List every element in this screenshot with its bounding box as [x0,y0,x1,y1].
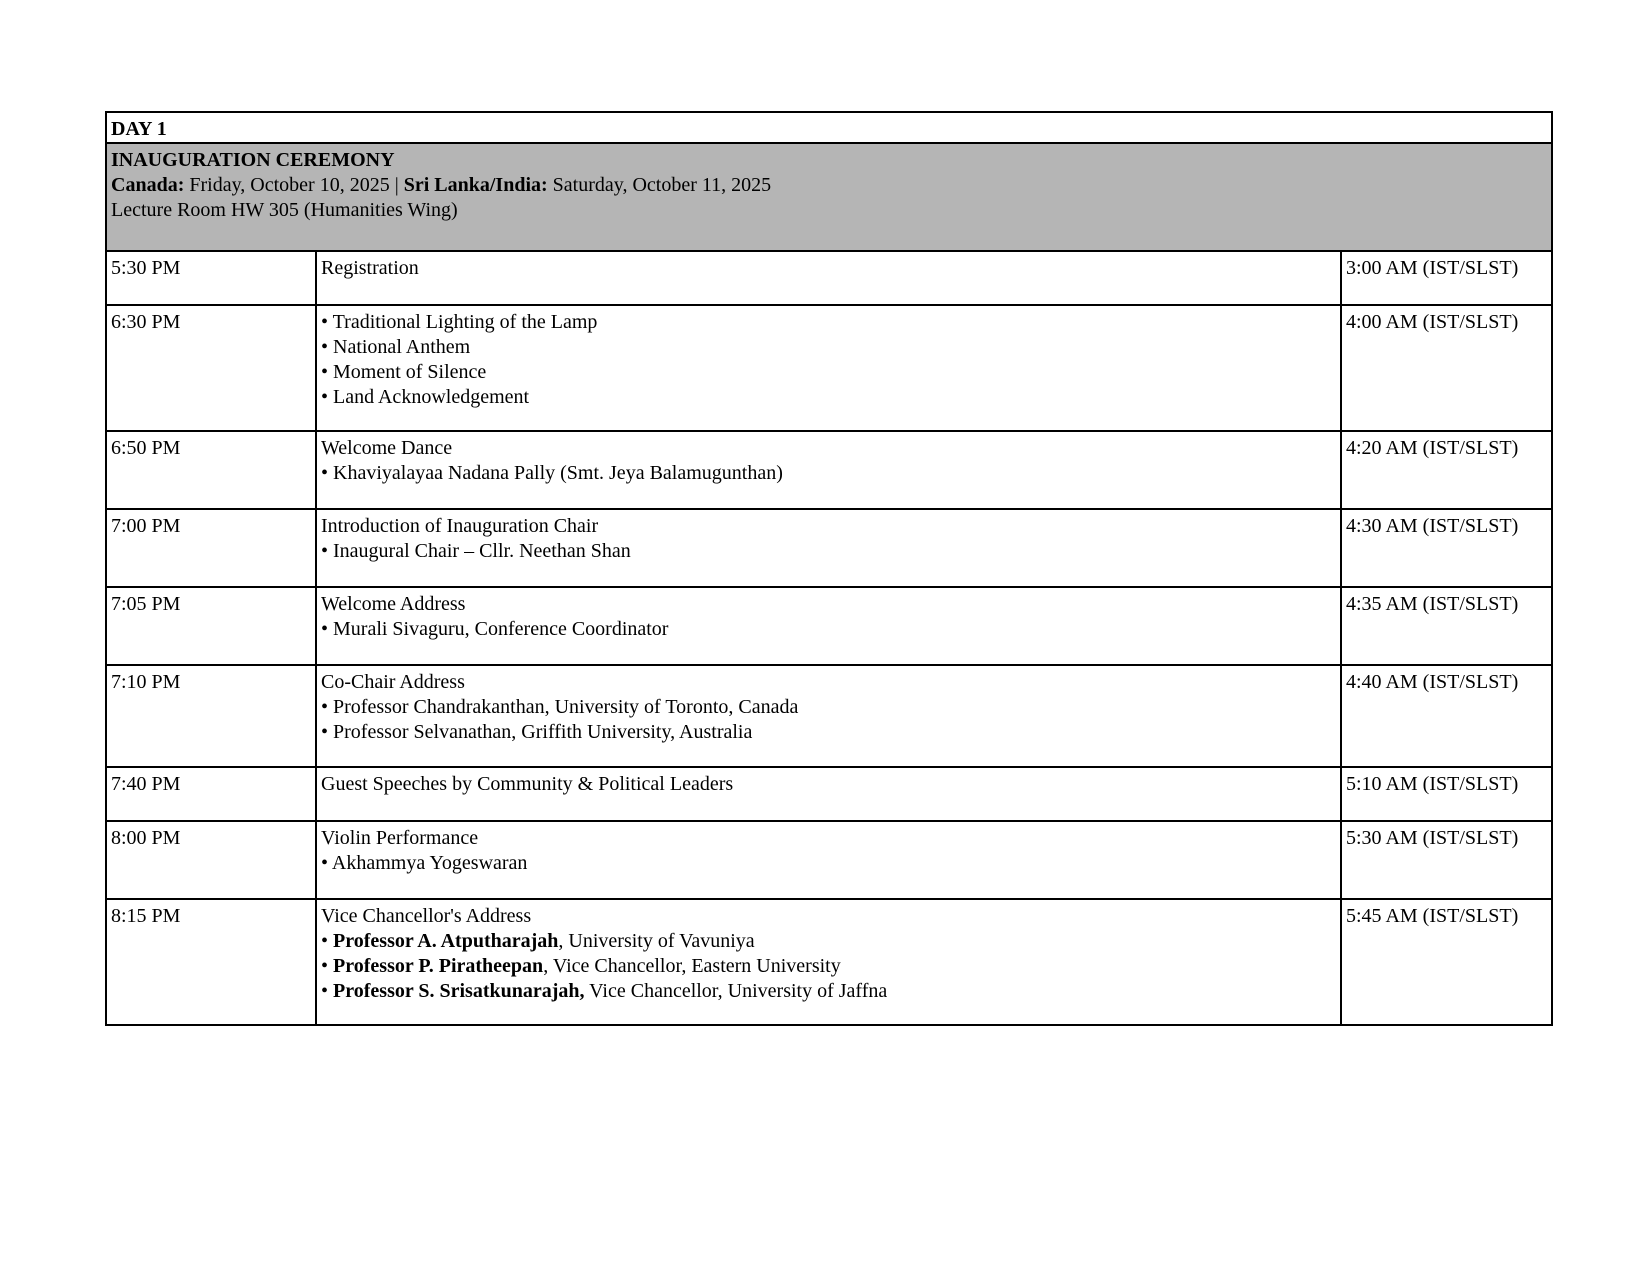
event-item: • National Anthem [321,336,471,358]
event-cell [316,665,1341,767]
ceremony-header-row [106,143,1552,251]
local-time-cell: 4:35 AM (IST/SLST) [1341,587,1552,665]
event-title: Vice Chancellor's Address [321,905,532,927]
local-time-cell: 5:45 AM (IST/SLST) [1341,899,1552,1025]
event-item: • Khaviyalayaa Nadana Pally (Smt. Jeya Balamugunthan) [321,462,783,484]
canada-date: Friday, October 10, 2025 [189,174,390,196]
schedule-row [106,767,1552,821]
local-time-cell: 4:30 AM (IST/SLST) [1341,509,1552,587]
schedule-row [106,665,1552,767]
event-title: Registration [321,257,419,279]
speaker-item [321,929,1336,954]
event-item: • Akhammya Yogeswaran [321,852,528,874]
local-time-cell: 4:00 AM (IST/SLST) [1341,305,1552,431]
ceremony-title: INAUGURATION CEREMONY [111,149,395,171]
event-cell [316,305,1341,431]
event-cell [316,251,1341,305]
event-item: • Moment of Silence [321,361,487,383]
event-item: • Land Acknowledgement [321,386,530,408]
local-time-cell: 4:40 AM (IST/SLST) [1341,665,1552,767]
event-cell [316,899,1341,1025]
speaker-name: Professor P. Piratheepan [333,955,544,977]
local-time-cell: 3:00 AM (IST/SLST) [1341,251,1552,305]
local-time-cell: 4:20 AM (IST/SLST) [1341,431,1552,509]
schedule-row [106,509,1552,587]
srilanka-date: Saturday, October 11, 2025 [552,174,772,196]
bullet: • [321,955,334,977]
event-title: Welcome Dance [321,437,453,459]
event-item: • Professor Selvanathan, Griffith University, Australia [321,721,753,743]
ceremony-dates [111,173,1547,198]
event-title: Guest Speeches by Community & Political Leaders [321,773,734,795]
event-item: • Murali Sivaguru, Conference Coordinator [321,618,669,640]
time-cell: 8:15 PM [106,899,316,1025]
time-cell: 8:00 PM [106,821,316,899]
schedule-row [106,899,1552,1025]
event-cell [316,587,1341,665]
time-cell: 6:50 PM [106,431,316,509]
speaker-affiliation: , University of Vavuniya [558,930,755,952]
canada-label: Canada: [111,174,185,196]
event-title: Welcome Address [321,593,466,615]
day-row [106,112,1552,143]
speaker-name: Professor A. Atputharajah [333,930,559,952]
event-title: Co-Chair Address [321,671,465,693]
event-item: • Professor Chandrakanthan, University of Toronto, Canada [321,696,799,718]
schedule-row [106,821,1552,899]
local-time-cell: 5:10 AM (IST/SLST) [1341,767,1552,821]
ceremony-venue: Lecture Room HW 305 (Humanities Wing) [111,199,458,221]
event-cell [316,431,1341,509]
event-cell [316,509,1341,587]
local-time-cell: 5:30 AM (IST/SLST) [1341,821,1552,899]
event-cell [316,821,1341,899]
schedule-row [106,431,1552,509]
speaker-affiliation: , Vice Chancellor, Eastern University [543,955,841,977]
time-cell: 7:05 PM [106,587,316,665]
speaker-affiliation: Vice Chancellor, University of Jaffna [584,980,888,1002]
time-cell: 7:40 PM [106,767,316,821]
event-cell [316,767,1341,821]
speaker-item [321,954,1336,979]
bullet: • [321,980,334,1002]
schedule-table [105,111,1553,1026]
event-title: Introduction of Inauguration Chair [321,515,599,537]
srilanka-label: Sri Lanka/India: [403,174,548,196]
day-label: DAY 1 [106,112,1552,143]
bullet: • [321,930,334,952]
event-item: • Traditional Lighting of the Lamp [321,311,598,333]
date-separator: | [394,174,399,196]
schedule-row [106,305,1552,431]
speaker-name: Professor S. Srisatkunarajah, [333,980,585,1002]
time-cell: 6:30 PM [106,305,316,431]
event-title: Violin Performance [321,827,479,849]
event-item: • Inaugural Chair – Cllr. Neethan Shan [321,540,631,562]
ceremony-header [106,143,1552,251]
schedule-row [106,587,1552,665]
time-cell: 7:10 PM [106,665,316,767]
schedule-row [106,251,1552,305]
time-cell: 5:30 PM [106,251,316,305]
speaker-item [321,979,1336,1004]
time-cell: 7:00 PM [106,509,316,587]
